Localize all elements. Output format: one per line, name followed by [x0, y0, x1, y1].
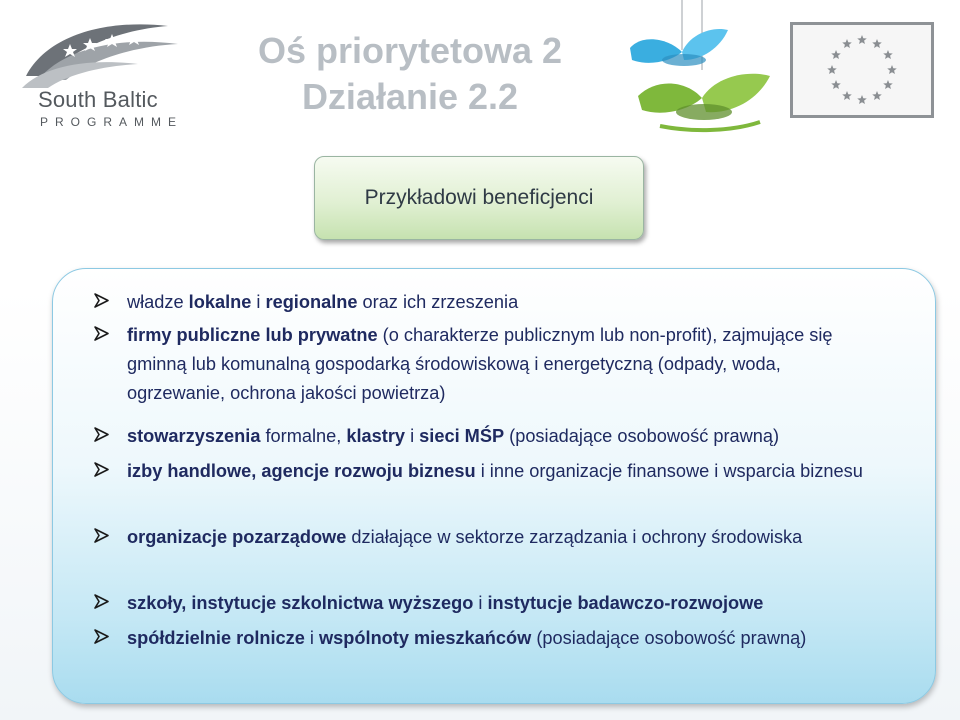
- item-text: [127, 288, 873, 317]
- eu-star: [857, 95, 867, 104]
- list-item: [53, 288, 873, 317]
- item-segment: organizacje pozarządowe: [127, 527, 347, 547]
- item-segment: sieci MŚP: [419, 426, 505, 446]
- list-item: [53, 321, 873, 408]
- item-segment: i: [304, 628, 320, 648]
- item-segment: firmy publiczne lub prywatne: [127, 325, 378, 345]
- item-segment: spółdzielnie rolnicze: [127, 628, 305, 648]
- eu-star: [883, 80, 893, 89]
- eu-star: [831, 80, 841, 89]
- item-text: [127, 523, 873, 552]
- eu-star: [827, 65, 837, 74]
- eu-stars-icon: [793, 25, 931, 115]
- item-segment: (o charakterze publicznym lub non-profit), zajmujące się gminną lub komunalną gospodarką środowiskową i energetyczną (odpady, woda, ogrzewanie, ochrona jakości powietrza): [127, 325, 833, 403]
- item-segment: regionalne: [265, 292, 358, 312]
- eu-star: [883, 50, 893, 59]
- item-text: [127, 624, 873, 653]
- item-text: [127, 321, 873, 408]
- list-item: [53, 523, 873, 552]
- arrow-bullet-icon: [93, 527, 110, 544]
- item-text: [127, 457, 873, 486]
- eu-star: [857, 35, 867, 44]
- item-segment: i inne organizacje finansowe i wsparcia biznesu: [475, 461, 863, 481]
- butterflies-illustration: [620, 0, 780, 140]
- eu-star: [842, 91, 852, 100]
- eu-star: [872, 39, 882, 48]
- item-segment: szkoły, instytucje szkolnictwa wyższego: [127, 593, 474, 613]
- arrow-bullet-icon: [93, 426, 110, 443]
- item-segment: (posiadające osobowość prawną): [504, 426, 780, 446]
- subtitle-text: Przykładowi beneficjenci: [364, 186, 594, 209]
- logo-tagline: PROGRAMME: [40, 115, 184, 129]
- green-butterfly-icon: [638, 74, 770, 130]
- beneficiaries-box: [52, 268, 936, 704]
- item-segment: izby handlowe, agencje rozwoju biznesu: [127, 461, 476, 481]
- eu-star: [842, 39, 852, 48]
- arrow-bullet-icon: [93, 593, 110, 610]
- eu-star: [872, 91, 882, 100]
- item-text: [127, 589, 873, 618]
- item-segment: oraz ich zrzeszenia: [357, 292, 519, 312]
- item-segment: formalne,: [260, 426, 347, 446]
- item-segment: i: [251, 292, 266, 312]
- item-segment: (posiadające osobowość prawną): [531, 628, 807, 648]
- title-line-1: Oś priorytetowa 2: [257, 30, 563, 71]
- arrow-bullet-icon: [93, 292, 110, 309]
- eu-star: [831, 50, 841, 59]
- eu-flag: [790, 22, 934, 118]
- blue-butterfly-icon: [630, 29, 728, 66]
- list-item: [53, 589, 873, 618]
- list-item: [53, 457, 873, 486]
- item-segment: instytucje badawczo-rozwojowe: [487, 593, 764, 613]
- item-segment: i: [473, 593, 488, 613]
- arrow-bullet-icon: [93, 325, 110, 342]
- slide-title: [200, 28, 620, 120]
- arrow-bullet-icon: [93, 628, 110, 645]
- item-segment: lokalne: [188, 292, 252, 312]
- list-item: [53, 422, 873, 451]
- logo-swoosh-icon: [18, 14, 188, 89]
- eu-star: [887, 65, 897, 74]
- item-segment: działające w sektorze zarządzania i ochrony środowiska: [346, 527, 803, 547]
- subtitle-box: [314, 156, 644, 240]
- south-baltic-logo: [18, 14, 188, 134]
- item-text: [127, 422, 873, 451]
- item-segment: wspólnoty mieszkańców: [319, 628, 532, 648]
- title-line-2: Działanie 2.2: [301, 76, 519, 117]
- arrow-bullet-icon: [93, 461, 110, 478]
- list-item: [53, 624, 873, 653]
- item-segment: stowarzyszenia: [127, 426, 261, 446]
- item-segment: władze: [127, 292, 189, 312]
- item-segment: klastry: [346, 426, 406, 446]
- logo-name: South Baltic: [38, 87, 158, 112]
- item-segment: i: [405, 426, 420, 446]
